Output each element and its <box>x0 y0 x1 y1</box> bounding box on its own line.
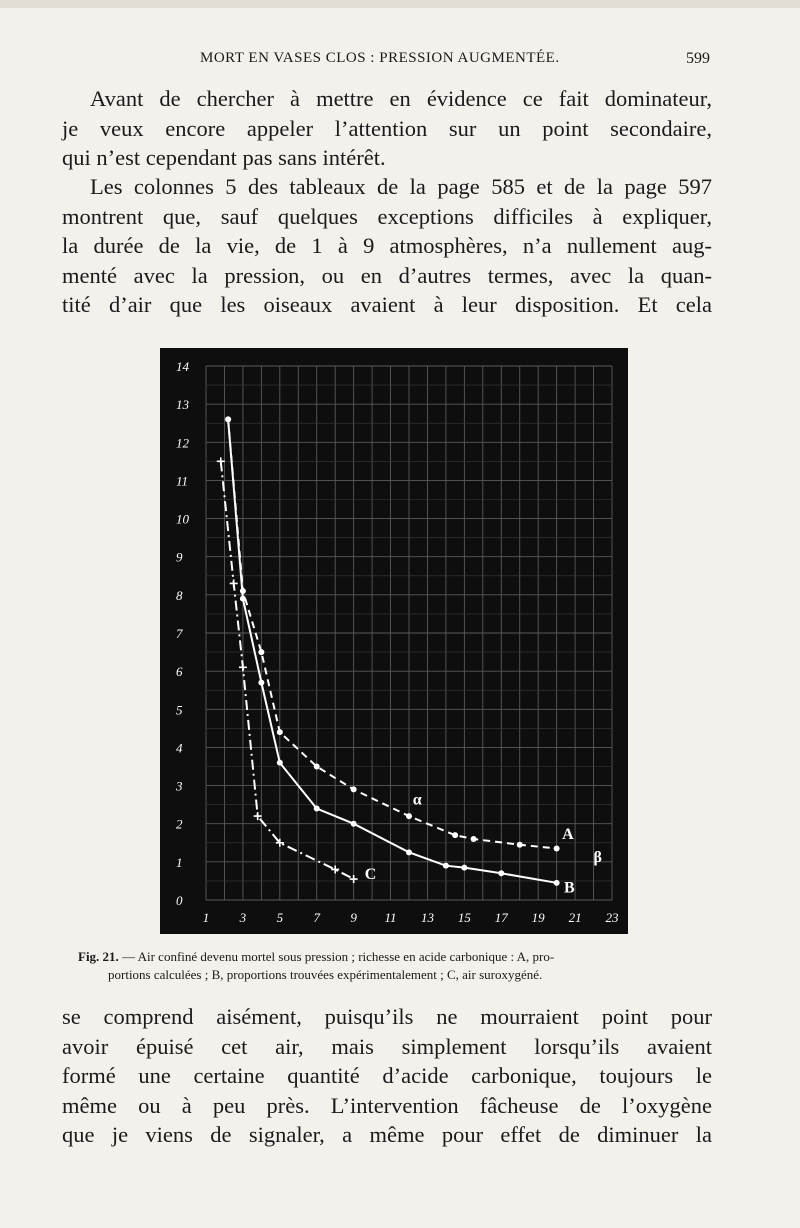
data-point-a <box>471 836 477 842</box>
series-line-b <box>228 419 556 882</box>
running-title: MORT EN VASES CLOS : PRESSION AUGMENTÉE. <box>200 50 560 66</box>
figure-21-chart <box>160 348 628 934</box>
x-tick-label: 9 <box>350 910 357 925</box>
series-line-a <box>228 419 556 848</box>
data-point-b <box>461 865 467 871</box>
x-tick-label: 1 <box>202 910 210 925</box>
text-line: montrent que, sauf quelques exceptions difficiles à expliquer, <box>62 203 712 229</box>
data-point-a <box>258 649 264 655</box>
text-line: tité d’air que les oiseaux avaient à leur disposition. Et cela <box>62 292 712 317</box>
data-point-c <box>350 875 358 883</box>
caption-line-2: portions calculées ; B, proportions trouvées expérimentalement ; C, air suroxygéné. <box>108 967 543 982</box>
text-line: menté avec la pression, ou en d’autres termes, avec la quan- <box>62 262 712 288</box>
data-point-b <box>240 596 246 602</box>
data-point-c <box>217 457 225 465</box>
paragraph-colonnes <box>62 172 712 320</box>
y-tick-label: 14 <box>176 359 189 374</box>
y-tick-label: 9 <box>176 549 183 565</box>
data-point-b <box>258 680 264 686</box>
text-line: même ou à peu près. L’intervention fâcheuse de l’oxygène <box>62 1092 712 1118</box>
data-point-a <box>452 832 458 838</box>
series-label: B <box>564 879 575 897</box>
y-tick-label: 7 <box>176 626 183 641</box>
paragraph-intro <box>62 84 712 173</box>
data-point-c <box>239 663 247 671</box>
y-tick-label: 3 <box>176 778 183 794</box>
data-point-b <box>277 760 283 766</box>
text-line: la durée de la vie, de 1 à 9 atmosphères, n’a nullement aug- <box>62 233 712 258</box>
x-tick-label: 19 <box>531 910 545 925</box>
chart-svg <box>160 348 628 934</box>
series-label: C <box>364 866 377 884</box>
data-point-a <box>517 842 523 848</box>
y-tick-label: 4 <box>176 740 183 756</box>
text-line: je veux encore appeler l’attention sur un point secondaire, <box>62 115 712 141</box>
data-point-b <box>443 863 449 869</box>
series-label: α <box>412 791 422 809</box>
x-tick-label: 5 <box>276 910 284 925</box>
data-point-a <box>554 846 560 852</box>
x-tick-label: 21 <box>568 910 582 925</box>
page-top-edge <box>0 0 800 8</box>
text-line: se comprend aisément, puisqu’ils ne mourraient point pour <box>62 1004 712 1029</box>
figure-caption <box>78 948 718 984</box>
data-point-a <box>314 764 320 770</box>
data-point-b <box>351 821 357 827</box>
data-point-a <box>351 786 357 792</box>
page-number: 599 <box>686 50 710 67</box>
data-point-b <box>314 805 320 811</box>
y-tick-label: 13 <box>176 397 189 413</box>
text-line: qui n’est cependant pas sans intérêt. <box>62 145 386 170</box>
y-tick-label: 12 <box>176 435 189 451</box>
y-tick-label: 8 <box>176 587 183 603</box>
y-tick-label: 5 <box>176 702 183 718</box>
data-point-a <box>406 813 412 819</box>
data-point-a <box>277 729 283 735</box>
y-tick-label: 0 <box>176 893 183 908</box>
text-line: formé une certaine quantité d’acide carbonique, toujours le <box>62 1063 712 1088</box>
data-point-b <box>406 849 412 855</box>
y-tick-label: 6 <box>176 664 183 680</box>
data-point-b <box>554 880 560 886</box>
series-label: β <box>593 848 602 866</box>
y-tick-label: 11 <box>176 473 189 489</box>
paragraph-conclusion <box>62 1002 712 1150</box>
data-point-c <box>230 579 238 587</box>
data-point-b <box>225 416 231 422</box>
x-tick-label: 7 <box>313 910 320 925</box>
text-line: Avant de chercher à mettre en évidence ce fait dominateur, <box>90 86 712 111</box>
caption-label: Fig. 21. <box>78 949 119 964</box>
text-line: que je viens de signaler, a même pour effet de diminuer la <box>62 1122 712 1147</box>
x-tick-label: 11 <box>384 910 397 925</box>
data-point-c <box>331 865 339 873</box>
y-tick-label: 2 <box>176 816 183 832</box>
x-tick-label: 3 <box>239 910 247 925</box>
series-label: A <box>562 825 574 843</box>
data-point-b <box>498 870 504 876</box>
x-tick-label: 15 <box>457 910 471 925</box>
y-tick-label: 1 <box>176 854 183 870</box>
x-tick-label: 23 <box>605 910 619 925</box>
text-line: avoir épuisé cet air, mais simplement lorsqu’ils avaient <box>62 1033 712 1059</box>
caption-line-1: — Air confiné devenu mortel sous pression ; richesse en acide carbonique : A, pro- <box>118 949 555 964</box>
x-tick-label: 13 <box>420 910 434 925</box>
y-tick-label: 10 <box>176 511 189 527</box>
text-line: Les colonnes 5 des tableaux de la page 585 et de la page 597 <box>90 174 712 199</box>
x-tick-label: 17 <box>494 910 508 925</box>
